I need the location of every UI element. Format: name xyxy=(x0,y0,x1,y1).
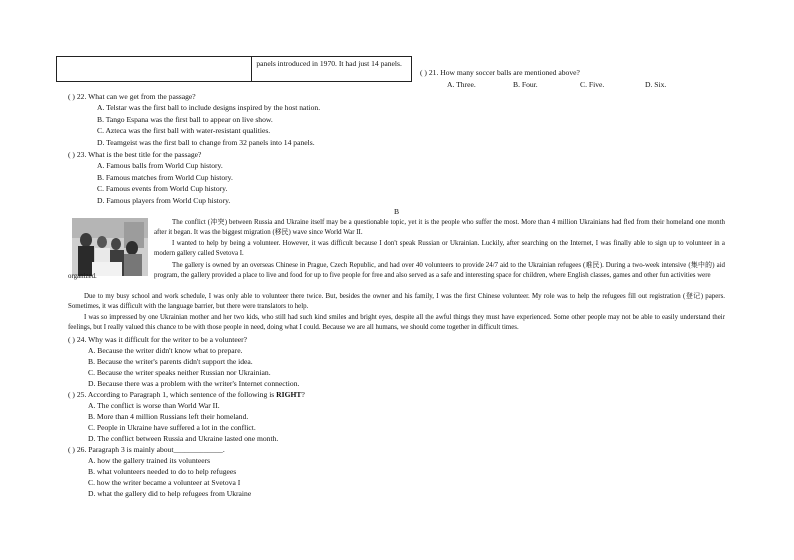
q25-stem-line xyxy=(68,390,305,400)
q22-stem: What can we get from the passage? xyxy=(88,92,196,101)
q25-option-c: C. People in Ukraine have suffered a lot in the conflict. xyxy=(88,423,256,432)
q21-option-a: A. Three. xyxy=(447,80,476,89)
q22-option-a: A. Telstar was the first ball to include designs inspired by the host nation. xyxy=(97,103,321,112)
passage-a-table xyxy=(56,56,412,82)
q26-stem-end: . xyxy=(222,445,225,454)
q21-stem-line xyxy=(420,68,580,78)
q25-option-d: D. The conflict between Russia and Ukraine lasted one month. xyxy=(88,434,279,443)
q25-option-a: A. The conflict is worse than World War II. xyxy=(88,401,220,410)
q22-number: ( ) 22. xyxy=(68,92,87,101)
q24-number: ( ) 24. xyxy=(68,335,87,344)
q24-option-c: C. Because the writer speaks neither Russian nor Ukrainian. xyxy=(88,368,271,377)
refugee-group-photo xyxy=(72,218,148,276)
q24-option-b: B. Because the writer's parents didn't support the idea. xyxy=(88,357,253,366)
q22-option-d: D. Teamgeist was the first ball to change from 32 panels into 14 panels. xyxy=(97,138,315,147)
q26-stem: Paragraph 3 is mainly about xyxy=(88,445,174,454)
q23-option-a: A. Famous balls from World Cup history. xyxy=(97,161,223,170)
q26-stem-line xyxy=(68,445,225,455)
q23-number: ( ) 23. xyxy=(68,150,87,159)
passage-paragraph-3-tail: organized. xyxy=(68,273,97,280)
section-b-heading: B xyxy=(394,207,400,216)
q24-option-a: A. Because the writer didn't know what to prepare. xyxy=(88,346,243,355)
q21-stem: How many soccer balls are mentioned above? xyxy=(440,68,580,77)
q23-stem: What is the best title for the passage? xyxy=(88,150,202,159)
q24-stem-line xyxy=(68,335,247,345)
q25-option-b: B. More than 4 million Russians left their homeland. xyxy=(88,412,249,421)
q23-option-b: B. Famous matches from World Cup history. xyxy=(97,173,233,182)
q26-number: ( ) 26. xyxy=(68,445,87,454)
q26-option-a: A. how the gallery trained its volunteers xyxy=(88,456,211,465)
q21-option-b: B. Four. xyxy=(513,80,538,89)
passage-paragraph-3: The gallery is owned by an overseas Chinese in Prague, Czech Republic, and had over 40 volunteers to provide 24/7 aid to the Ukrainian refugees (难民). During a two-week intensive (集中的) aid program, the gallery provided a place to live and food for up to five people for free and also served as a safe and interesting space for children, where English classes, games and other fun activities were xyxy=(154,262,725,280)
q23-stem-line xyxy=(68,150,201,160)
q23-option-d: D. Famous players from World Cup history. xyxy=(97,196,231,205)
q26-blank: _____________ xyxy=(173,445,223,454)
q22-option-c: C. Azteca was the first ball with water-resistant qualities. xyxy=(97,126,271,135)
q22-option-b: B. Tango Espana was the first ball to appear on live show. xyxy=(97,115,273,124)
q22-stem-line xyxy=(68,92,196,102)
passage-paragraph-5: I was so impressed by one Ukrainian mother and her two kids, who still had such kind smiles and bright eyes, despite all the awful things they must have experienced. Some other people may not be able to easily understand their feelings, but I really valued this chance to be with those people in need, doing what I could. Because we are all humans, we should come together in difficult times. xyxy=(68,314,725,332)
q24-option-d: D. Because there was a problem with the writer's Internet connection. xyxy=(88,379,300,388)
q25-stem-emphasis: RIGHT xyxy=(276,390,302,399)
table-text-cell: panels introduced in 1970. It had just 14 panels. xyxy=(252,57,412,82)
q21-option-c: C. Five. xyxy=(580,80,605,89)
q25-stem-end: ? xyxy=(301,390,305,399)
q26-option-b: B. what volunteers needed to do to help refugees xyxy=(88,467,237,476)
table-empty-cell xyxy=(57,57,252,82)
passage-paragraph-2: I wanted to help by being a volunteer. However, it was difficult because I don't speak Russian or Ukrainian. Luckily, after searching on the Internet, I was finally able to sign up to volunteer in a modern gallery called Svetova I. xyxy=(154,240,725,258)
q21-option-d: D. Six. xyxy=(645,80,667,89)
q25-stem: According to Paragraph 1, which sentence of the following is xyxy=(87,390,277,399)
q24-stem: Why was it difficult for the writer to be a volunteer? xyxy=(88,335,247,344)
q26-option-d: D. what the gallery did to help refugees from Ukraine xyxy=(88,489,252,498)
passage-paragraph-4: Due to my busy school and work schedule, I was only able to volunteer there twice. But, besides the owner and his family, I was the first Chinese volunteer. My role was to help the refugees fill out registration (登记) papers. Sometimes, it was difficult with the language barrier, but there were translators to help. xyxy=(68,293,725,311)
passage-paragraph-1: The conflict (冲突) between Russia and Ukraine itself may be a questionable topic, yet it is the people who suffer the most. More than 4 million Ukrainians had fled from their homeland one month after it began. It was the biggest migration (移民) wave since World War II. xyxy=(154,219,725,237)
q25-number: ( ) 25. xyxy=(68,390,87,399)
q23-option-c: C. Famous events from World Cup history. xyxy=(97,184,228,193)
q26-option-c: C. how the writer became a volunteer at Svetova I xyxy=(88,478,241,487)
q21-number: ( ) 21. xyxy=(420,68,439,77)
